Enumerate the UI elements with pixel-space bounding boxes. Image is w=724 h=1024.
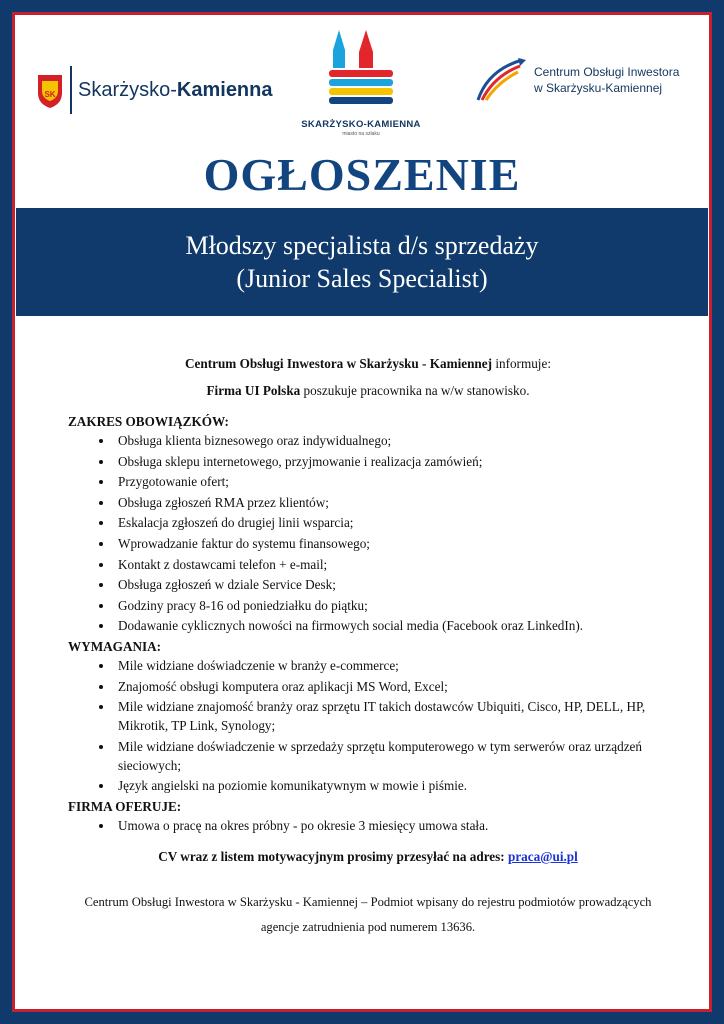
intro-line-2: Firma UI Polska poszukuje pracownika na w/w stanowisko. (206, 383, 530, 398)
intro (68, 354, 668, 400)
list-item: • Eskalacja zgłoszeń do drugiej linii wsparcia; (114, 513, 668, 532)
list-item: • Obsługa zgłoszeń RMA przez klientów; (114, 493, 668, 512)
requirements-list (68, 656, 668, 795)
towers-icon (326, 30, 396, 112)
svg-text:SK: SK (44, 90, 56, 99)
list-item: • Mile widziane znajomość branży oraz sprzętu IT takich dostawców Ubiquiti, Cisco, HP, DELL, HP, Mikrotik, TP Link, Synology; (114, 697, 668, 735)
position-subtitle: (Junior Sales Specialist) (236, 264, 488, 293)
list-item: • Mile widziane doświadczenie w branży e-commerce; (114, 656, 668, 675)
list-item: • Obsługa klienta biznesowego oraz indywidualnego; (114, 431, 668, 450)
position-banner (16, 208, 708, 316)
email-link[interactable]: praca@ui.pl (507, 848, 578, 864)
city-brand-name: SKARŻYSKO-KAMIENNA (301, 119, 421, 130)
investor-center-text: Centrum Obsługi Inwestora w Skarżysku-Kamiennej (534, 65, 680, 95)
position-title: Młodszy specjalista d/s sprzedaży (185, 231, 539, 260)
list-item: • Obsługa sklepu internetowego, przyjmowanie i realizacja zamówień; (114, 452, 668, 471)
list-item: • Przygotowanie ofert; (114, 472, 668, 491)
page (16, 16, 708, 1008)
offer-heading: FIRMA OFERUJE: (68, 798, 182, 814)
list-item: • Wprowadzanie faktur do systemu finansowego; (114, 534, 668, 553)
city-logo (36, 66, 273, 114)
list-item: • Godziny pracy 8-16 od poniedziałku do piątku; (114, 596, 668, 615)
list-item: • Dodawanie cyklicznych nowości na firmowych social media (Facebook oraz LinkedIn). (114, 616, 668, 635)
announcement-body (68, 354, 668, 940)
swoosh-icon (474, 56, 526, 104)
list-item: • Obsługa zgłoszeń w dziale Service Desk; (114, 575, 668, 594)
intro-line-1: Centrum Obsługi Inwestora w Skarżysku - Kamiennej informuje: (185, 356, 551, 371)
city-logo-text: Skarżysko-Kamienna (78, 78, 273, 101)
coat-of-arms-icon (36, 73, 62, 107)
list-item: • Język angielski na poziomie komunikatywnym w mowie i piśmie. (114, 776, 668, 795)
list-item: • Umowa o pracę na okres próbny - po okresie 3 miesięcy umowa stała. (114, 816, 668, 835)
city-brand-tagline: miasto na szlaku (342, 131, 380, 137)
list-item: • Kontakt z dostawcami telefon + e-mail; (114, 555, 668, 574)
requirements-heading: WYMAGANIA: (68, 638, 162, 654)
duties-list (68, 431, 668, 635)
investor-center-logo (474, 56, 679, 104)
page-title: OGŁOSZENIE (203, 149, 521, 200)
cv-instructions: CV wraz z listem motywacyjnym prosimy przesyłać na adres: praca@ui.pl (158, 848, 578, 864)
list-item: • Mile widziane doświadczenie w sprzedaży sprzętu komputerowego w tym serwerów oraz urządzeń sieciowych; (114, 737, 668, 775)
list-item: • Znajomość obsługi komputera oraz aplikacji MS Word, Excel; (114, 677, 668, 696)
logo-divider (70, 66, 72, 114)
offer-list (68, 816, 668, 835)
footer-note: Centrum Obsługi Inwestora w Skarżysku - Kamiennej – Podmiot wpisany do rejestru podmiotów prowadzących agencje zatrudnienia pod numerem 13636. (84, 894, 652, 934)
duties-heading: ZAKRES OBOWIĄZKÓW: (68, 414, 229, 429)
city-brand-logo (296, 30, 426, 137)
